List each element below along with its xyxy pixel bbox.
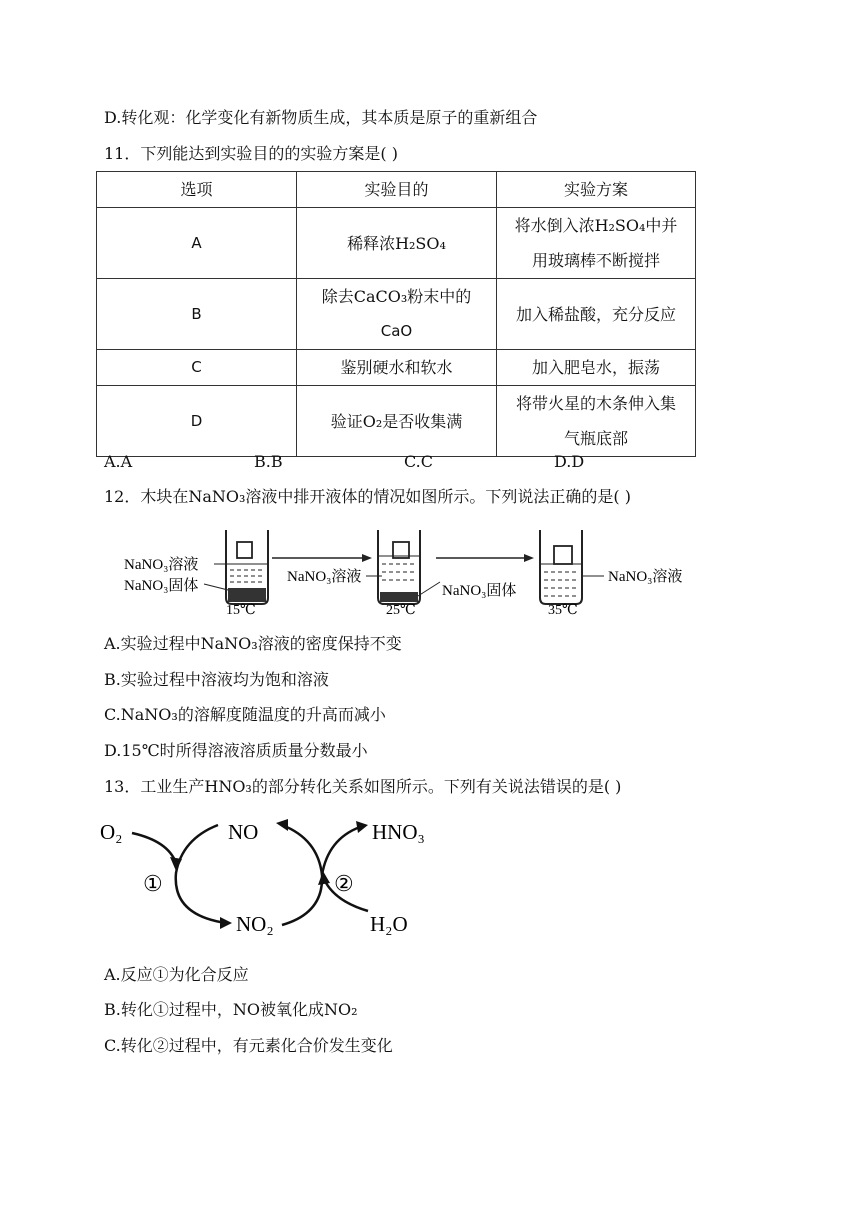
- label-solid: NaNO₃固体: [124, 578, 199, 594]
- beaker-25c: [378, 530, 420, 604]
- table-row: [97, 386, 696, 457]
- species-o2: O₂: [100, 820, 123, 844]
- q11-table: [96, 171, 696, 457]
- species-no2: NO₂: [236, 912, 274, 936]
- left-loop: [176, 825, 226, 923]
- q12-stem: 12．木块在NaNO₃溶液中排开液体的情况如图所示。下列说法正确的是( ): [104, 487, 632, 506]
- previous-option-d: D.转化观：化学变化有新物质生成，其本质是原子的重新组合: [104, 108, 538, 127]
- right-loop: [282, 825, 322, 925]
- choice-d[interactable]: D.D: [554, 452, 585, 471]
- o2-arrow: [132, 833, 176, 863]
- row-option: C: [97, 350, 297, 386]
- species-no: NO: [228, 820, 259, 844]
- choice-b[interactable]: B.B: [254, 452, 283, 471]
- row-goal: 鉴别硬水和软水: [297, 350, 497, 386]
- q12-option-b[interactable]: B.实验过程中溶液均为饱和溶液: [104, 670, 329, 689]
- header-goal: 实验目的: [297, 172, 497, 208]
- row-plan: 将带火星的木条伸入集 气瓶底部: [497, 386, 696, 457]
- arrowhead-no: [276, 819, 288, 831]
- q13-stem: 13．工业生产HNO₃的部分转化关系如图所示。下列有关说法错误的是( ): [104, 777, 622, 796]
- header-option: 选项: [97, 172, 297, 208]
- hno3-arrow: [322, 827, 360, 875]
- label-mid-solution: NaNO₃溶液: [287, 569, 362, 585]
- q12-option-d[interactable]: D.15℃时所得溶液溶质质量分数最小: [104, 741, 368, 760]
- row-plan: 加入稀盐酸，充分反应: [497, 279, 696, 350]
- arrowhead-no2: [220, 917, 232, 929]
- q13-option-a[interactable]: A.反应①为化合反应: [104, 965, 249, 984]
- q11-choices: [104, 452, 704, 472]
- row-option: D: [97, 386, 297, 457]
- temp-35: 35℃: [548, 603, 578, 618]
- q12-beaker-figure: [0, 520, 860, 620]
- beaker-15c: [226, 530, 268, 604]
- row-goal: 除去CaCO₃粉末中的 CaO: [297, 279, 497, 350]
- row-plan: 将水倒入浓H₂SO₄中并 用玻璃棒不断搅拌: [497, 208, 696, 279]
- label-solution: NaNO₃溶液: [124, 557, 199, 573]
- temp-15: 15℃: [226, 603, 256, 618]
- q12-option-a[interactable]: A.实验过程中NaNO₃溶液的密度保持不变: [104, 634, 402, 653]
- label-right-solution: NaNO₃溶液: [608, 569, 683, 585]
- row-goal: 稀释浓H₂SO₄: [297, 208, 497, 279]
- arrowhead-hno3: [356, 821, 368, 833]
- step-1: ①: [143, 871, 163, 896]
- q13-cycle-diagram: [0, 805, 860, 950]
- species-hno3: HNO₃: [372, 820, 425, 844]
- beaker-35c: [540, 530, 582, 604]
- label-mid-solid: NaNO₃固体: [442, 583, 517, 599]
- row-plan: 加入肥皂水，振荡: [497, 350, 696, 386]
- choice-a[interactable]: A.A: [104, 452, 133, 471]
- header-plan: 实验方案: [497, 172, 696, 208]
- table-row: [97, 279, 696, 350]
- q12-option-c[interactable]: C.NaNO₃的溶解度随温度的升高而减小: [104, 705, 386, 724]
- row-option: B: [97, 279, 297, 350]
- temp-25: 25℃: [386, 603, 416, 618]
- choice-c[interactable]: C.C: [404, 452, 433, 471]
- table-row: [97, 350, 696, 386]
- table-row: [97, 208, 696, 279]
- step-2: ②: [334, 871, 354, 896]
- q13-option-b[interactable]: B.转化①过程中，NO被氧化成NO₂: [104, 1000, 358, 1019]
- q11-stem: 11．下列能达到实验目的的实验方案是( ): [104, 144, 398, 163]
- species-h2o: H₂O: [370, 912, 408, 936]
- arrowhead-h2o: [318, 871, 330, 885]
- q13-option-c[interactable]: C.转化②过程中，有元素化合价发生变化: [104, 1036, 393, 1055]
- row-goal: 验证O₂是否收集满: [297, 386, 497, 457]
- arrowhead-o2: [170, 857, 182, 871]
- row-option: A: [97, 208, 297, 279]
